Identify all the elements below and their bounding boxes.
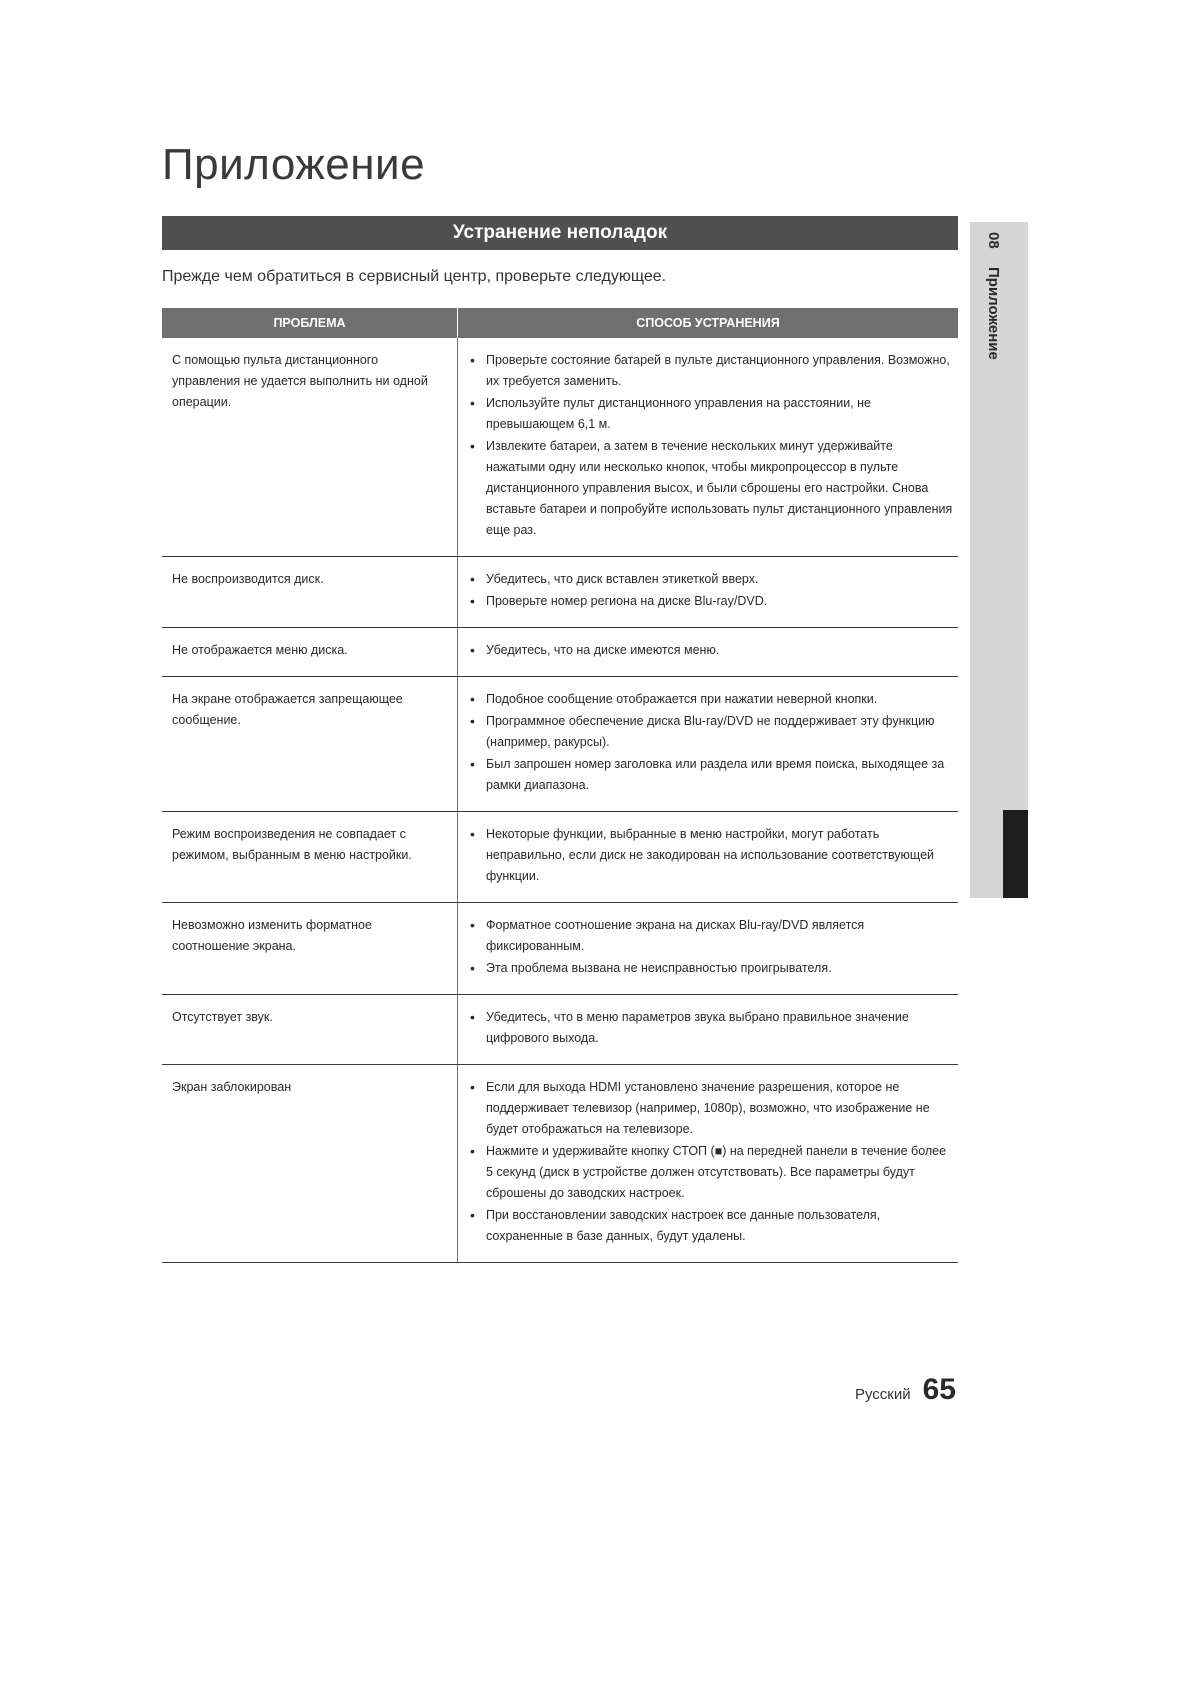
chapter-side-label: [972, 232, 1002, 432]
table-row: [162, 995, 958, 1065]
problem-cell: Экран заблокирован: [162, 1065, 458, 1263]
solution-cell: [458, 812, 959, 903]
header-problem: ПРОБЛЕМА: [162, 308, 458, 338]
solution-item: • Подобное сообщение отображается при нажатии неверной кнопки.: [468, 689, 954, 710]
solution-cell: [458, 903, 959, 995]
table-row: [162, 812, 958, 903]
solution-item: • Некоторые функции, выбранные в меню настройки, могут работать неправильно, если диск не закодирован на использование соответствующей функции.: [468, 824, 954, 887]
page-number: 65: [922, 1373, 956, 1406]
solution-item: • Программное обеспечение диска Blu-ray/DVD не поддерживает эту функцию (например, ракурсы).: [468, 711, 954, 753]
solution-item: • Убедитесь, что в меню параметров звука выбрано правильное значение цифрового выхода.: [468, 1007, 954, 1049]
solution-item: • Форматное соотношение экрана на дисках Blu-ray/DVD является фиксированным.: [468, 915, 954, 957]
problem-cell: Невозможно изменить форматное соотношение экрана.: [162, 903, 458, 995]
solution-item: • Убедитесь, что на диске имеются меню.: [468, 640, 954, 661]
table-row: [162, 1065, 958, 1263]
page-title: Приложение: [162, 140, 426, 189]
table-header-row: [162, 308, 958, 338]
footer-language: Русский: [854, 1386, 911, 1403]
solution-cell: [458, 557, 959, 628]
intro-text: Прежде чем обратиться в сервисный центр, проверьте следующее.: [162, 268, 667, 285]
table-row: [162, 903, 958, 995]
header-solution: СПОСОБ УСТРАНЕНИЯ: [458, 308, 959, 338]
problem-cell: Отсутствует звук.: [162, 995, 458, 1065]
chapter-number: 08: [985, 232, 1002, 249]
solution-cell: [458, 338, 959, 557]
table-row: [162, 677, 958, 812]
chapter-side-tab-marker: [1003, 810, 1028, 898]
solution-item: • При восстановлении заводских настроек все данные пользователя, сохраненные в базе данных, будут удалены.: [468, 1205, 954, 1247]
solution-item: • Проверьте номер региона на диске Blu-ray/DVD.: [468, 591, 954, 612]
solution-item: • Проверьте состояние батарей в пульте дистанционного управления. Возможно, их требуется заменить.: [468, 350, 954, 392]
solution-cell: [458, 1065, 959, 1263]
solution-item: • Эта проблема вызвана не неисправностью проигрывателя.: [468, 958, 954, 979]
solution-item: • Нажмите и удерживайте кнопку СТОП (■) на передней панели в течение более 5 секунд (диск в устройстве должен отсутствовать). Все параметры будут сброшены до заводских настроек.: [468, 1141, 954, 1204]
solution-item: • Извлеките батареи, а затем в течение нескольких минут удерживайте нажатыми одну или несколько кнопок, чтобы микропроцессор в пульте дистанционного управления высох, и были сброшены его настройки. Снова вставьте батареи и попробуйте использовать пульт дистанционного управления еще раз.: [468, 436, 954, 541]
solution-cell: [458, 677, 959, 812]
problem-cell: Не воспроизводится диск.: [162, 557, 458, 628]
solution-item: • Используйте пульт дистанционного управления на расстоянии, не превышающем 6,1 м.: [468, 393, 954, 435]
solution-item: • Если для выхода HDMI установлено значение разрешения, которое не поддерживает телевизор (например, 1080p), возможно, что изображение не будет отображаться на телевизоре.: [468, 1077, 954, 1140]
page-footer: [855, 1373, 956, 1407]
problem-cell: Не отображается меню диска.: [162, 628, 458, 677]
solution-cell: [458, 995, 959, 1065]
section-title-bar: Устранение неполадок: [162, 216, 958, 250]
solution-cell: [458, 628, 959, 677]
table-row: [162, 338, 958, 557]
table-row: [162, 628, 958, 677]
problem-cell: Режим воспроизведения не совпадает с режимом, выбранным в меню настройки.: [162, 812, 458, 903]
table-row: [162, 557, 958, 628]
troubleshooting-table: [162, 308, 958, 1263]
solution-item: • Был запрошен номер заголовка или раздела или время поиска, выходящее за рамки диапазона.: [468, 754, 954, 796]
problem-cell: На экране отображается запрещающее сообщение.: [162, 677, 458, 812]
chapter-name: Приложение: [985, 266, 1002, 360]
problem-cell: С помощью пульта дистанционного управления не удается выполнить ни одной операции.: [162, 338, 458, 557]
solution-item: • Убедитесь, что диск вставлен этикеткой вверх.: [468, 569, 954, 590]
